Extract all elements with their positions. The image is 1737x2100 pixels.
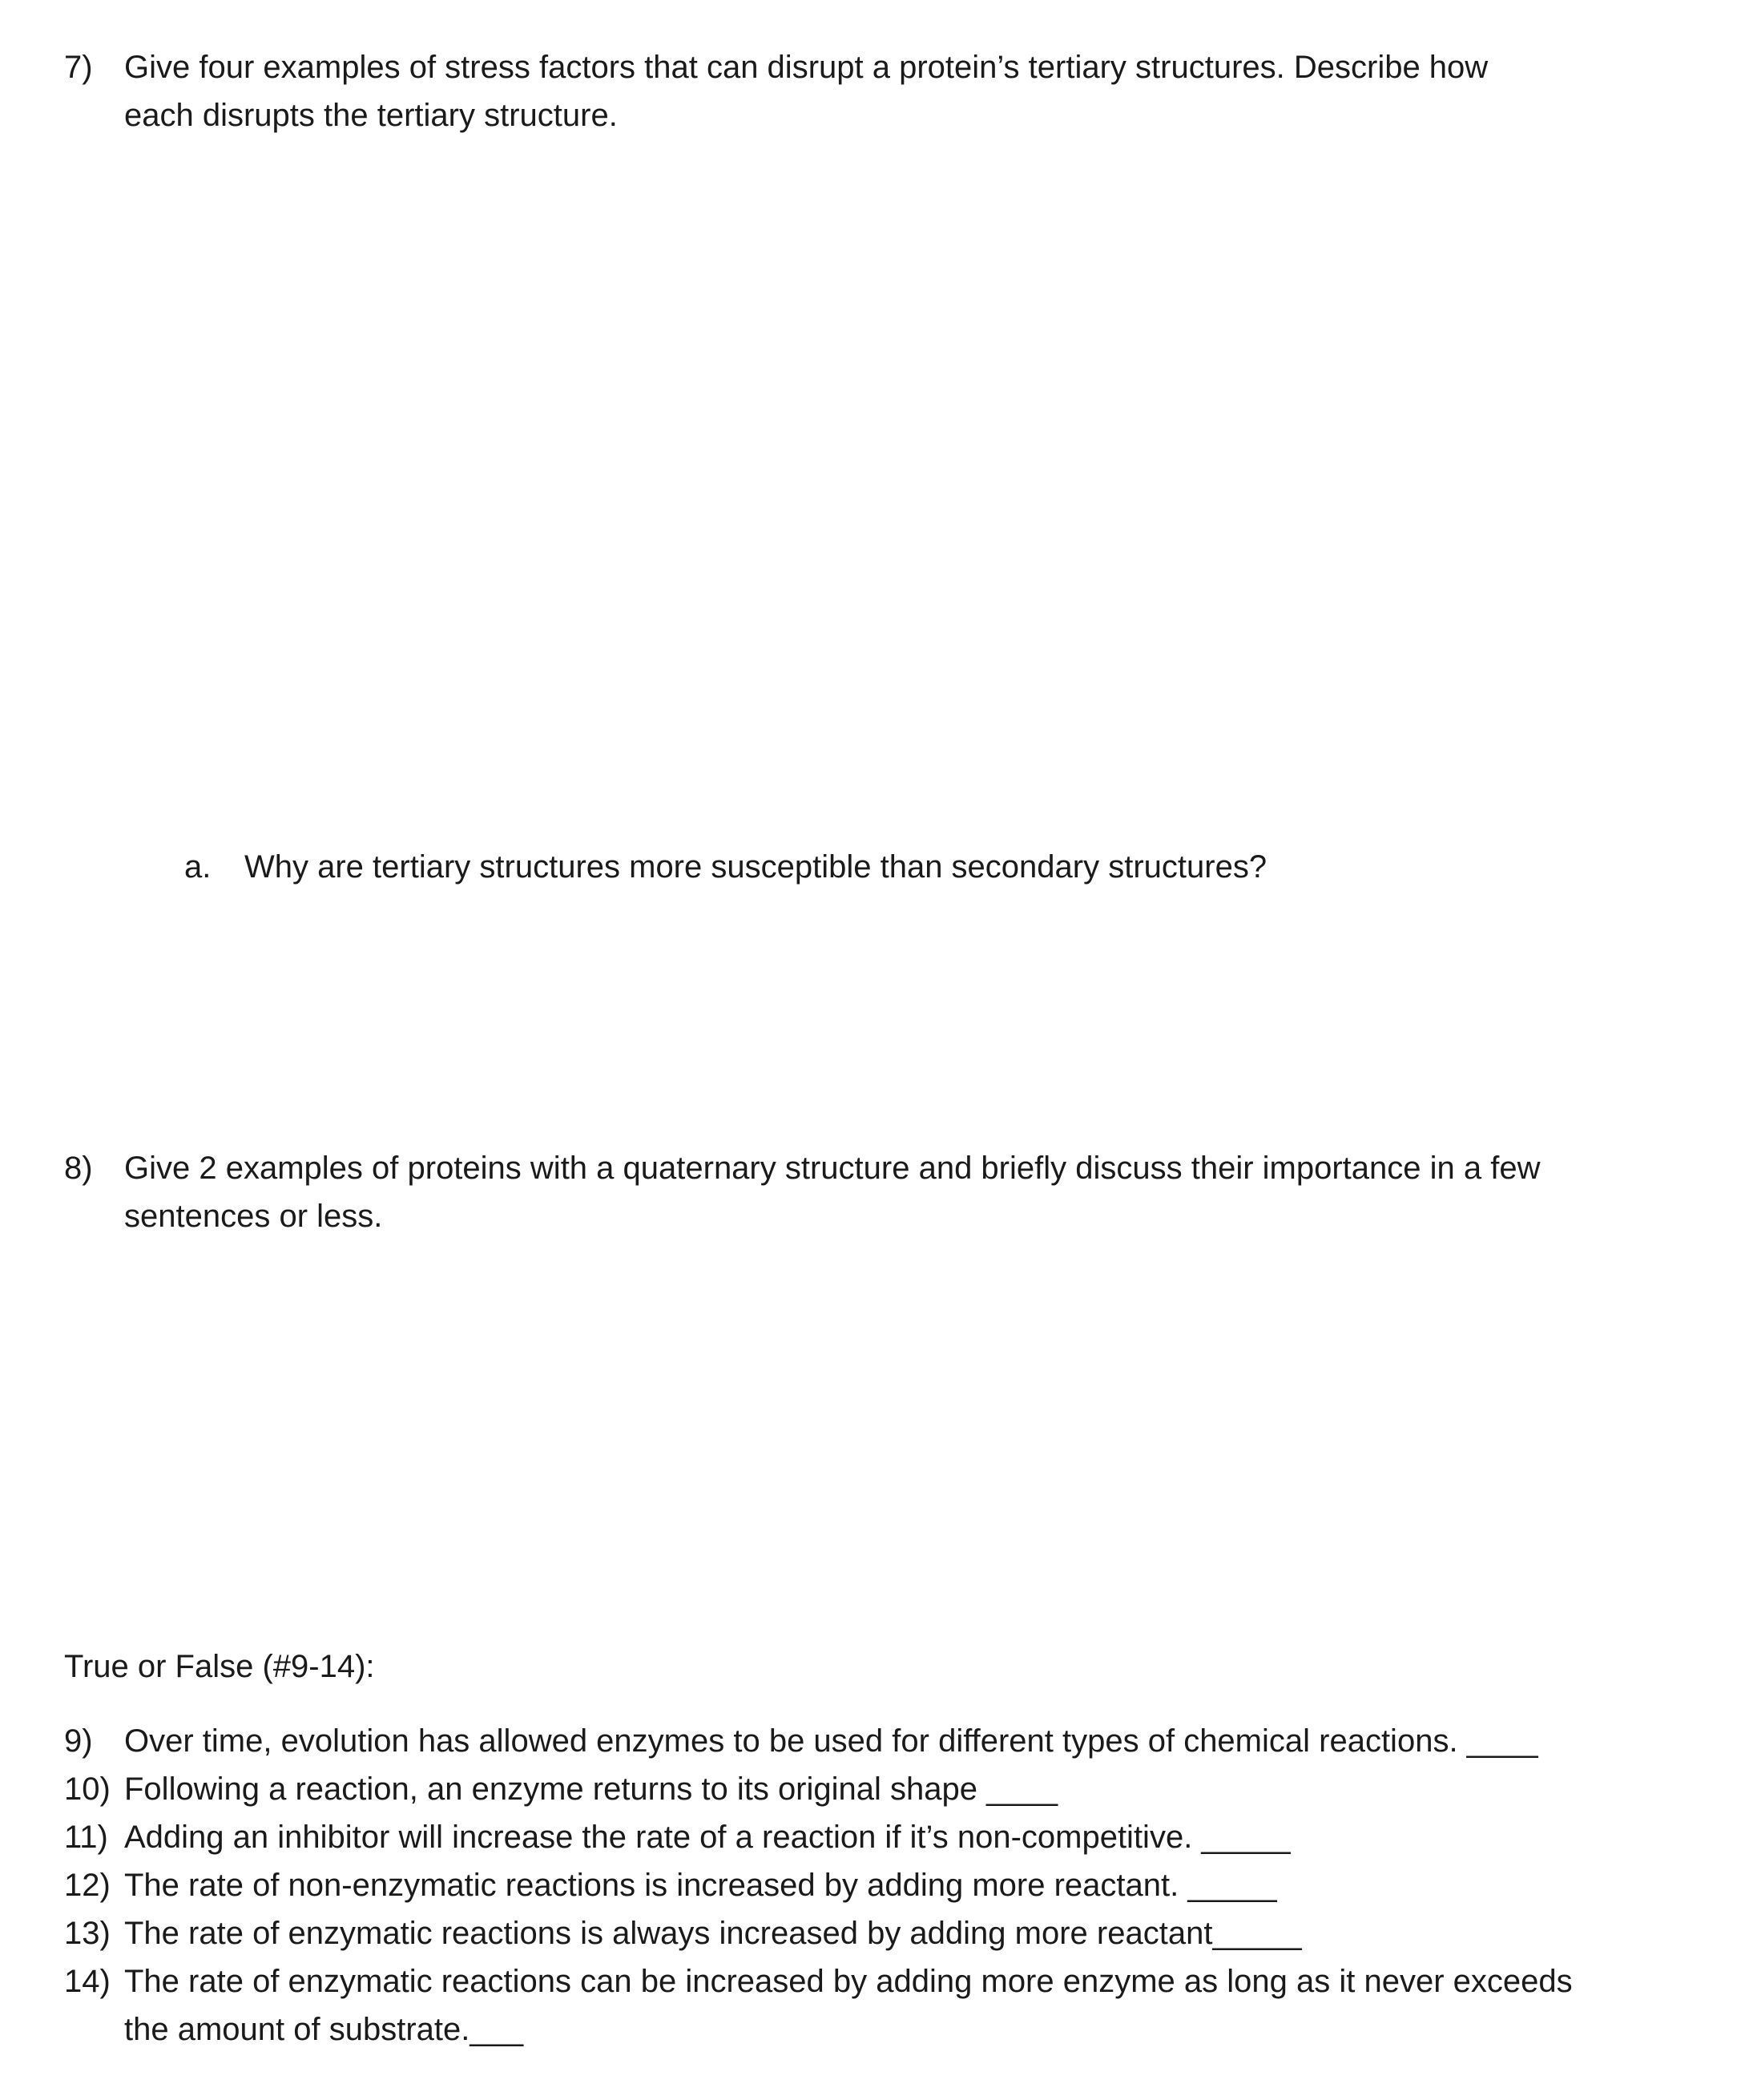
question-7a-label: a. bbox=[184, 849, 212, 885]
tf-item-number: 14) bbox=[64, 1964, 111, 1999]
tf-item-number: 12) bbox=[64, 1868, 111, 1903]
question-8-text bbox=[124, 1144, 1541, 1240]
question-7-number: 7) bbox=[64, 50, 93, 85]
true-false-heading: True or False (#9-14): bbox=[64, 1649, 375, 1684]
tf-item-text: The rate of non-enzymatic reactions is increased by adding more reactant. _____ bbox=[124, 1868, 1277, 1903]
tf-item-number: 11) bbox=[64, 1820, 108, 1855]
tf-item-14-line-1: The rate of enzymatic reactions can be increased by adding more enzyme as long as it never exceeds bbox=[124, 1964, 1573, 1999]
tf-item-14-line-2: the amount of substrate.___ bbox=[124, 2012, 524, 2047]
tf-item-text: Over time, evolution has allowed enzymes to be used for different types of chemical reactions. ____ bbox=[124, 1723, 1538, 1759]
question-8-line-2: sentences or less. bbox=[124, 1199, 383, 1234]
tf-item-number: 13) bbox=[64, 1916, 111, 1951]
question-7a-text: Why are tertiary structures more susceptible than secondary structures? bbox=[244, 849, 1267, 885]
tf-item-text: Following a reaction, an enzyme returns to its original shape ____ bbox=[124, 1771, 1058, 1807]
tf-item-text: The rate of enzymatic reactions is always increased by adding more reactant_____ bbox=[124, 1916, 1302, 1951]
tf-item-number: 10) bbox=[64, 1771, 111, 1807]
tf-item-text bbox=[124, 1957, 1573, 2054]
question-8-line-1: Give 2 examples of proteins with a quaternary structure and briefly discuss their importance in a few bbox=[124, 1151, 1541, 1186]
question-8-number: 8) bbox=[64, 1151, 93, 1186]
question-7-line-2: each disrupts the tertiary structure. bbox=[124, 98, 618, 133]
tf-item-number: 9) bbox=[64, 1723, 93, 1759]
question-7-text bbox=[124, 43, 1488, 139]
question-7-line-1: Give four examples of stress factors that can disrupt a protein’s tertiary structures. Describe how bbox=[124, 50, 1489, 85]
tf-item-text: Adding an inhibitor will increase the rate of a reaction if it’s non-competitive. _____ bbox=[124, 1820, 1291, 1855]
